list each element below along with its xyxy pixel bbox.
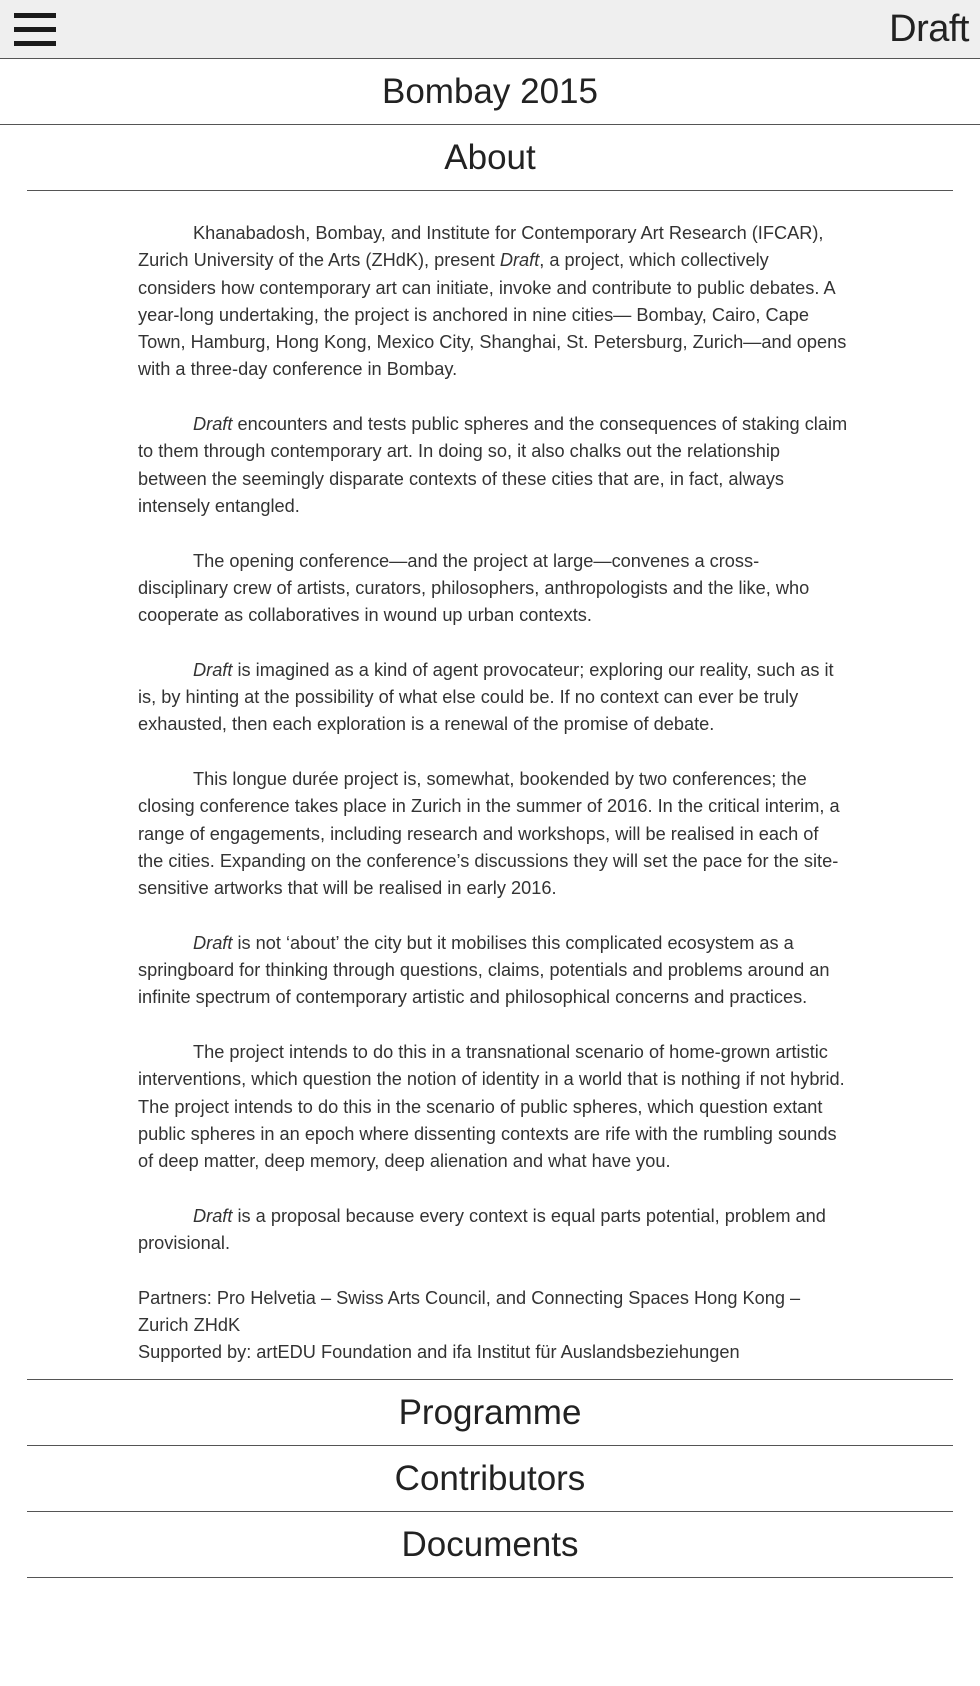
site-title[interactable]: Draft: [889, 8, 969, 50]
about-paragraph: This longue durée project is, somewhat, bookended by two conferences; the closing conference takes place in Zurich in the summer of 2016. In the critical interim, a range of engagements, including research and workshops, will be realised in each of the cities. Expanding on the conference’s discussions they will set the pace for the site-sensitive artworks that will be realised in early 2016.: [138, 768, 840, 899]
about-paragraph: Draft is imagined as a kind of agent provocateur; exploring our reality, such as it is, by hinting at the possibility of what else could be. If no context can ever be truly exhausted, then each exploration is a renewal of the promise of debate.: [138, 659, 834, 735]
section-title-documents: Documents: [401, 1525, 579, 1564]
supported-by-text: Supported by: artEDU Foundation and ifa Institut für Auslandsbeziehungen: [138, 1342, 740, 1363]
about-paragraph: Draft encounters and tests public spheres and the consequences of staking claim to them through contemporary art. In doing so, it also chalks out the relationship between the seemingly disparate contexts of these cities that are, in fact, always intensely entangled.: [138, 414, 848, 516]
about-paragraph: Draft is not ‘about’ the city but it mobilises this complicated ecosystem as a springboard for thinking through questions, claims, potentials and problems around an infinite spectrum of contemporary artistic and philosophical concerns and practices.: [138, 932, 830, 1008]
edition-bar: [0, 59, 980, 125]
menu-line: [14, 27, 56, 32]
menu-line: [14, 13, 56, 18]
section-title-contributors: Contributors: [394, 1459, 586, 1498]
top-bar: [0, 0, 980, 59]
about-paragraph: Khanabadosh, Bombay, and Institute for Contemporary Art Research (IFCAR), Zurich University of the Arts (ZHdK), present Draft, a project, which collectively considers how contemporary art can initiate, invoke and contribute to public debates. A year-long undertaking, the project is anchored in nine cities— Bombay, Cairo, Cape Town, Hamburg, Hong Kong, Mexico City, Shanghai, St. Petersburg, Zurich—and opens with a three-day conference in Bombay.: [138, 223, 847, 380]
section-header-contributors[interactable]: [27, 1446, 953, 1512]
about-paragraph: Draft is a proposal because every context is equal parts potential, problem and provisional.: [138, 1205, 826, 1253]
partners-text: Partners: Pro Helvetia – Swiss Arts Council, and Connecting Spaces Hong Kong – Zurich ZHdK: [138, 1287, 801, 1335]
about-paragraph: The opening conference—and the project at large—convenes a cross-disciplinary crew of artists, curators, philosophers, anthropologists and the like, who cooperate as collaboratives in wound up urban contexts.: [138, 550, 810, 626]
section-header-about[interactable]: [27, 125, 953, 191]
about-content: [138, 220, 848, 1366]
section-title-programme: Programme: [398, 1393, 582, 1432]
section-title-about: About: [444, 138, 536, 177]
about-paragraph: The project intends to do this in a transnational scenario of home-grown artistic interventions, which question the notion of identity in a world that is nothing if not hybrid. The project intends to do this in the scenario of public spheres, which question extant public spheres in an epoch where dissenting contexts are rife with the rumbling sounds of deep matter, deep memory, deep alienation and what have you.: [138, 1041, 845, 1172]
section-header-programme[interactable]: [27, 1379, 953, 1446]
edition-title[interactable]: Bombay 2015: [382, 72, 598, 111]
menu-line: [14, 41, 56, 46]
hamburger-menu-icon[interactable]: [14, 13, 56, 47]
section-header-documents[interactable]: [27, 1512, 953, 1578]
